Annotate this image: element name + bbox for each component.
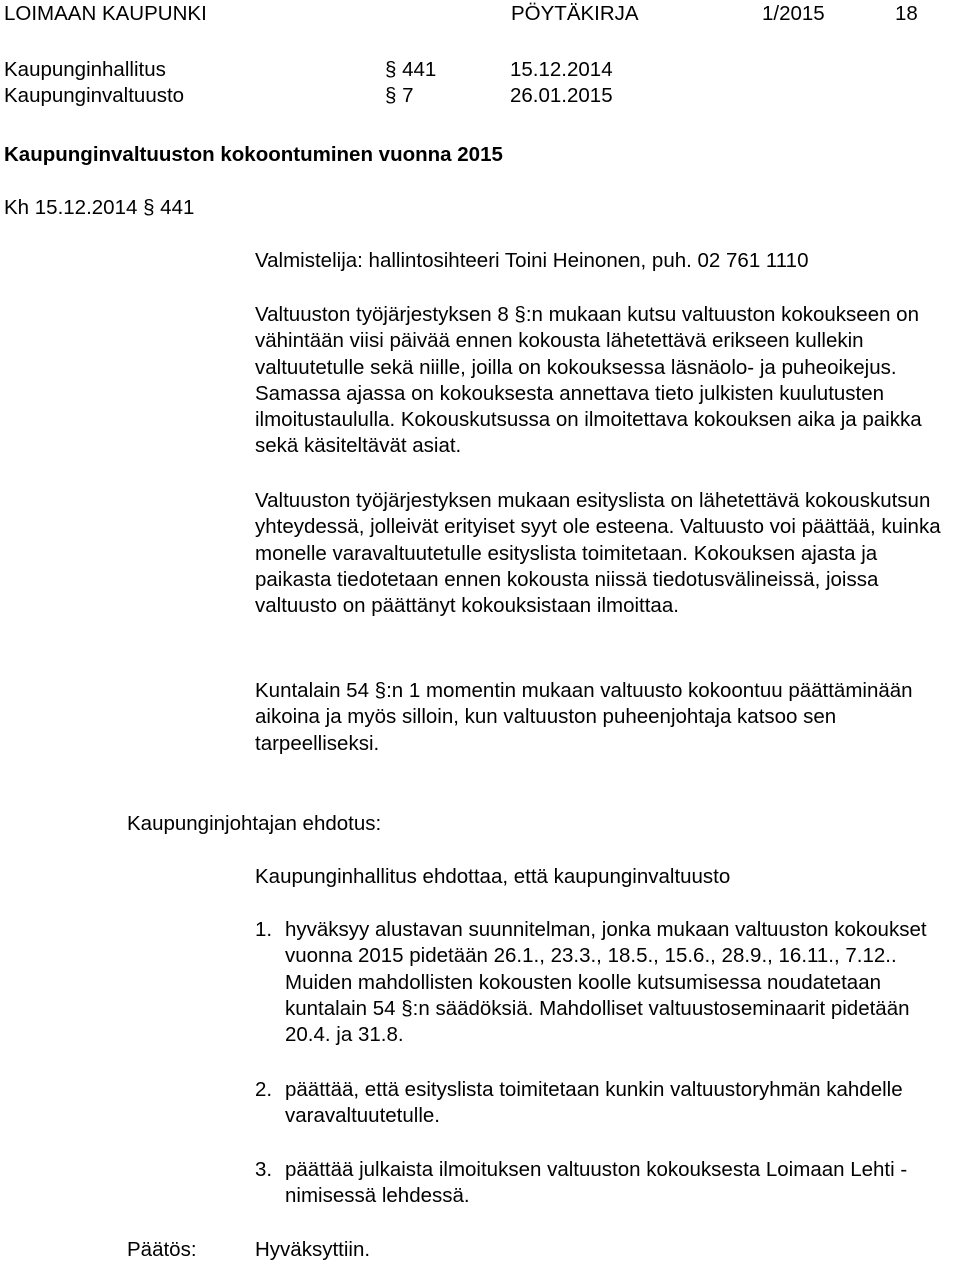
body-section: § 441 (385, 58, 437, 81)
list-item (255, 1077, 955, 1130)
body-section: § 7 (385, 84, 414, 107)
kh-reference: Kh 15.12.2014 § 441 (4, 196, 195, 219)
page-title: Kaupunginvaltuuston kokoontuminen vuonna 2015 (4, 143, 503, 166)
body-date: 15.12.2014 (510, 58, 613, 81)
proposal-label: Kaupunginjohtajan ehdotus: (127, 812, 382, 835)
organization-name: LOIMAAN KAUPUNKI (4, 2, 207, 25)
page-number: 18 (895, 2, 918, 25)
paragraph-text: Valtuuston työjärjestyksen mukaan esityslista on lähetettävä kokouskutsun yhteydessä, jolleivät erityiset syyt ole esteena. Valtuusto voi päättää, kuinka monelle varavaltuutetulle esityslista toimitetaan. Kokouksen ajasta ja paikasta tiedotetaan ennen kokousta niissä tiedotusvälineissä, joissa valtuusto on päättänyt kokouksistaan ilmoittaa. (255, 489, 941, 618)
decision-label: Päätös: (127, 1238, 197, 1261)
list-number: 3. (255, 1158, 273, 1181)
paragraph (255, 302, 955, 460)
body-name: Kaupunginvaltuusto (4, 84, 185, 107)
proposal-intro: Kaupunginhallitus ehdottaa, että kaupunginvaltuusto (255, 865, 731, 888)
paragraph (255, 488, 955, 619)
document-type: PÖYTÄKIRJA (511, 2, 639, 25)
list-text: päättää, että esityslista toimitetaan kunkin valtuustoryhmän kahdelle varavaltuutetulle. (285, 1078, 903, 1128)
list-item (255, 917, 955, 1048)
paragraph-text: Kuntalain 54 §:n 1 momentin mukaan valtuusto kokoontuu päättäminään aikoina ja myös silloin, kun valtuuston puheenjohtaja katsoo sen tarpeelliseksi. (255, 679, 913, 755)
list-number: 2. (255, 1078, 273, 1101)
paragraph-text: Valtuuston työjärjestyksen 8 §:n mukaan kutsu valtuuston kokoukseen on vähintään viisi päivää ennen kokousta lähetettävä erikseen kullekin valtuutetulle sekä niille, joilla on kokouksessa läsnäolo- ja puheoikejus. Samassa ajassa on kokouksesta annettava tieto julkisten kuulutusten ilmoitustaululla. Kokouskutsussa on ilmoitettava kokouksen aika ja paikka sekä käsiteltävät asiat. (255, 303, 922, 458)
list-number: 1. (255, 918, 273, 941)
body-name: Kaupunginhallitus (4, 58, 166, 81)
list-item (255, 1157, 955, 1210)
list-text: päättää julkaista ilmoituksen valtuuston kokouksesta Loimaan Lehti -nimisessä lehdessä. (285, 1158, 908, 1208)
preparer-info: Valmistelija: hallintosihteeri Toini Heinonen, puh. 02 761 1110 (255, 249, 809, 272)
decision-text: Hyväksyttiin. (255, 1238, 371, 1261)
paragraph (255, 678, 955, 757)
body-date: 26.01.2015 (510, 84, 613, 107)
document-number: 1/2015 (762, 2, 825, 25)
list-text: hyväksyy alustavan suunnitelman, jonka mukaan valtuuston kokoukset vuonna 2015 pidetään 26.1., 23.3., 18.5., 15.6., 28.9., 16.11., 7.12.. Muiden mahdollisten kokousten koolle kutsumisessa noudatetaan kuntalain 54 §:n säädöksiä. Mahdolliset valtuustoseminaarit pidetään 20.4. ja 31.8. (285, 918, 927, 1047)
